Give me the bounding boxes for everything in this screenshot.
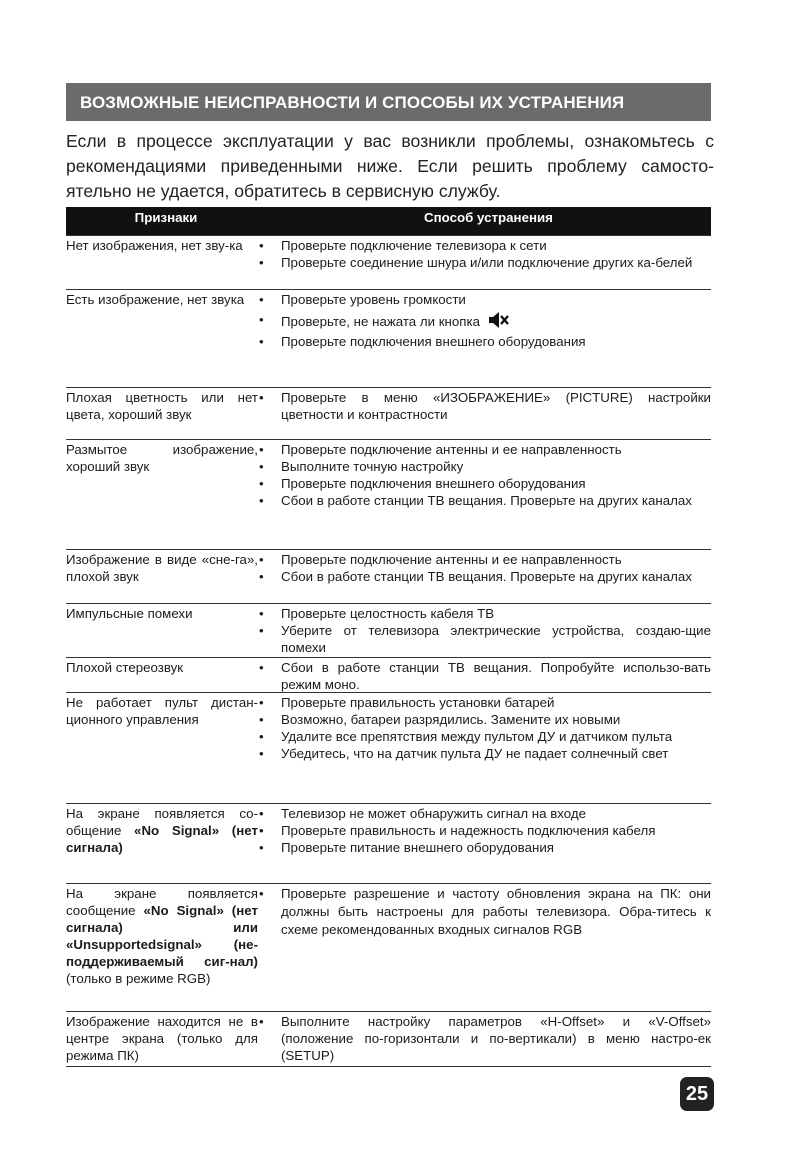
- table-row: [66, 235, 711, 289]
- section-title: ВОЗМОЖНЫЕ НЕИСПРАВНОСТИ И СПОСОБЫ ИХ УСТРАНЕНИЯ: [80, 93, 625, 112]
- solution-item: • Уберите от телевизора электрические устройства, создаю-щие помехи: [265, 622, 711, 656]
- solution-item: • Проверьте подключение антенны и ее направленность: [265, 441, 711, 458]
- solution-item: • Возможно, батареи разрядились. Замените их новыми: [265, 711, 711, 728]
- symptom-cell: Не работает пульт дистан-ционного управления: [66, 695, 258, 727]
- table-row: [66, 387, 711, 439]
- mute-icon: [488, 311, 510, 329]
- table-row: [66, 803, 711, 883]
- solution-item: • Проверьте правильность установки батарей: [265, 694, 711, 711]
- solution-cell: [265, 290, 711, 387]
- solution-cell: [265, 550, 711, 603]
- solution-cell: [265, 388, 711, 439]
- table-header: [66, 207, 711, 235]
- symptom-text: (только в режиме RGB): [66, 971, 211, 986]
- solution-item: • Сбои в работе станции ТВ вещания. Проверьте на других каналах: [265, 492, 711, 509]
- solution-cell: [265, 604, 711, 657]
- symptom-cell: Размытое изображение, хороший звук: [66, 442, 258, 474]
- table-row: [66, 1011, 711, 1067]
- symptom-cell: Импульсные помехи: [66, 606, 193, 621]
- symptom-bold-text: «No Signal» (нет сигнала) или «Unsupportedsignal» (не-поддерживаемый сиг-нал): [66, 903, 258, 969]
- header-symptoms: Признаки: [134, 210, 198, 225]
- solution-item: • Проверьте подключения внешнего оборудования: [265, 475, 711, 492]
- symptom-cell: Изображение в виде «сне-га», плохой звук: [66, 552, 258, 584]
- solution-item: [265, 311, 711, 330]
- solution-item: • Проверьте подключения внешнего оборудования: [265, 333, 711, 350]
- section-title-banner: [66, 83, 711, 121]
- solution-cell: [265, 236, 711, 289]
- solution-cell: [265, 693, 711, 803]
- table-row: [66, 549, 711, 603]
- solution-item: • Проверьте целостность кабеля ТВ: [265, 605, 711, 622]
- solution-cell: [265, 804, 711, 883]
- solution-item: • Проверьте уровень громкости: [265, 291, 711, 308]
- symptom-cell: Плохая цветность или нет цвета, хороший звук: [66, 390, 258, 422]
- symptom-cell: Нет изображения, нет зву-ка: [66, 238, 243, 253]
- solution-item: • Проверьте подключение антенны и ее направленность: [265, 551, 711, 568]
- solution-item: • Выполните настройку параметров «H-Offset» и «V-Offset» (положение по-горизонтали и по-вертикали) в меню настро-ек (SETUP): [265, 1013, 711, 1064]
- symptom-bold-text: «No Signal» (нет сигнала): [66, 823, 258, 855]
- solution-item: • Телевизор не может обнаружить сигнал на входе: [265, 805, 711, 822]
- intro-paragraph: Если в процессе эксплуатации у вас возникли проблемы, ознакомьтесь с рекомендациями приведенными ниже. Если решить проблему самосто-ятельно не удается, обратитесь в сервисную службу.: [66, 131, 714, 201]
- symptom-text: На экране появляется сообщение: [66, 886, 258, 918]
- symptom-text: На экране появляется со-общение: [66, 806, 258, 838]
- page-number: 25: [680, 1077, 714, 1111]
- solution-cell: [265, 884, 711, 1011]
- solution-item: • Проверьте соединение шнура и/или подключение других ка-белей: [265, 254, 711, 271]
- table-row: [66, 439, 711, 549]
- header-solution: Способ устранения: [424, 210, 553, 225]
- solution-item: • Сбои в работе станции ТВ вещания. Проверьте на других каналах: [265, 568, 711, 585]
- table-row: [66, 603, 711, 657]
- solution-item: • Проверьте питание внешнего оборудования: [265, 839, 711, 856]
- symptom-cell: Плохой стереозвук: [66, 660, 184, 675]
- symptom-cell: Изображение находится не в центре экрана (только для режима ПК): [66, 1014, 258, 1063]
- solution-cell: [265, 658, 711, 692]
- table-row: [66, 883, 711, 1011]
- solution-item: • Удалите все препятствия между пультом ДУ и датчиком пульта: [265, 728, 711, 745]
- solution-item: • Проверьте разрешение и частоту обновления экрана на ПК: они должны быть настроены для работы телевизора. Обра-титесь к схеме рекомендованных входных сигналов RGB: [265, 885, 711, 939]
- solution-item: • Проверьте в меню «ИЗОБРАЖЕНИЕ» (PICTURE) настройки цветности и контрастности: [265, 389, 711, 423]
- troubleshooting-table: [66, 207, 711, 1067]
- solution-item: • Проверьте подключение телевизора к сети: [265, 237, 711, 254]
- solution-item: • Выполните точную настройку: [265, 458, 711, 475]
- table-row: [66, 692, 711, 803]
- solution-item: • Убедитесь, что на датчик пульта ДУ не падает солнечный свет: [265, 745, 711, 762]
- table-row: [66, 657, 711, 692]
- table-row: [66, 289, 711, 387]
- solution-item: • Проверьте правильность и надежность подключения кабеля: [265, 822, 711, 839]
- solution-cell: [265, 440, 711, 549]
- solution-item: • Сбои в работе станции ТВ вещания. Попробуйте использо-вать режим моно.: [265, 659, 711, 693]
- symptom-cell: [66, 804, 258, 883]
- solution-text: Проверьте, не нажата ли кнопка: [281, 314, 481, 329]
- solution-cell: [265, 1012, 711, 1066]
- symptom-cell: [66, 884, 258, 1011]
- symptom-cell: Есть изображение, нет звука: [66, 292, 245, 307]
